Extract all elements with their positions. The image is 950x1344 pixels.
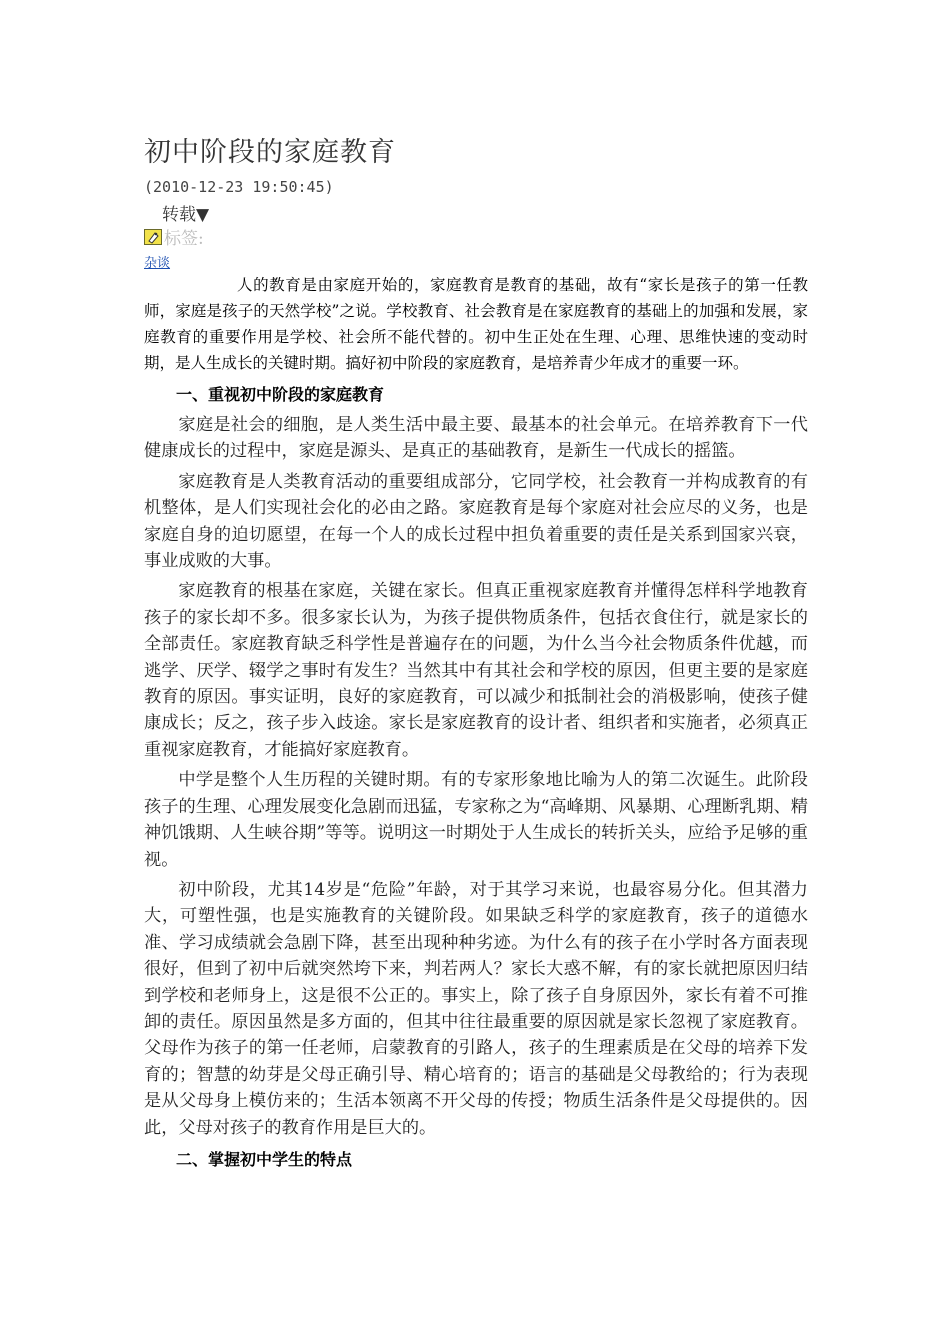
article-title: 初中阶段的家庭教育	[144, 137, 396, 168]
tags-row	[144, 224, 204, 249]
tag-icon	[144, 229, 162, 245]
article-date: (2010-12-23 19:50:45)	[144, 178, 334, 196]
tags-label: 标签:	[164, 229, 204, 249]
paragraph: 家庭教育的根基在家庭，关键在家长。但真正重视家庭教育并懂得怎样科学地教育孩子的家长却不多。很多家长认为，为孩子提供物质条件，包括衣食住行，就是家长的全部责任。家庭教育缺乏科学性是普遍存在的问题，为什么当今社会物质条件优越，而逃学、厌学、辍学之事时有发生？当然其中有其社会和学校的原因，但更主要的是家庭教育的原因。事实证明，良好的家庭教育，可以减少和抵制社会的消极影响，使孩子健康成长；反之，孩子步入歧途。家长是家庭教育的设计者、组织者和实施者，必须真正重视家庭教育，才能搞好家庭教育。	[144, 581, 808, 760]
article-body	[144, 272, 808, 1177]
tag-link[interactable]: 杂谈	[144, 256, 171, 271]
repost-toggle[interactable]: 转载▼	[162, 205, 210, 225]
paragraph: 初中阶段，尤其14岁是“危险”年龄，对于其学习来说，也最容易分化。但其潜力大，可塑性强，也是实施教育的关键阶段。如果缺乏科学的家庭教育，孩子的道德水准、学习成绩就会急剧下降，甚至出现种种劣迹。为什么有的孩子在小学时各方面表现很好，但到了初中后就突然垮下来，判若两人？家长大惑不解，有的家长就把原因归结到学校和老师身上，这是很不公正的。事实上，除了孩子自身原因外，家长有着不可推卸的责任。原因虽然是多方面的，但其中往往最重要的原因就是家长忽视了家庭教育。父母作为孩子的第一任老师，启蒙教育的引路人，孩子的生理素质是在父母的培养下发育的；智慧的幼芽是父母正确引导、精心培育的；语言的基础是父母教给的；行为表现是从父母身上模仿来的；生活本领离不开父母的传授；物质生活条件是父母提供的。因此，父母对孩子的教育作用是巨大的。	[144, 879, 808, 1138]
paragraph: 家庭教育是人类教育活动的重要组成部分，它同学校，社会教育一并构成教育的有机整体，是人们实现社会化的必由之路。家庭教育是每个家庭对社会应尽的义务，也是家庭自身的迫切愿望，在每一个人的成长过程中担负着重要的责任是关系到国家兴衰，事业成败的大事。	[144, 471, 808, 572]
paragraph: 家庭是社会的细胞，是人类生活中最主要、最基本的社会单元。在培养教育下一代健康成长的过程中，家庭是源头、是真正的基础教育，是新生一代成长的摇篮。	[144, 415, 808, 462]
paragraph: 中学是整个人生历程的关键时期。有的专家形象地比喻为人的第二次诞生。此阶段孩子的生理、心理发展变化急剧而迅猛，专家称之为“高峰期、风暴期、心理断乳期、精神饥饿期、人生峡谷期”等等。说明这一时期处于人生成长的转折关头，应给予足够的重视。	[144, 770, 808, 870]
intro-paragraph: 人的教育是由家庭开始的，家庭教育是教育的基础，故有“家长是孩子的第一任教师，家庭是孩子的天然学校”之说。学校教育、社会教育是在家庭教育的基础上的加强和发展，家庭教育的重要作用是学校、社会所不能代替的。初中生正处在生理、心理、思维快速的变动时期，是人生成长的关键时期。搞好初中阶段的家庭教育，是培养青少年成才的重要一环。	[144, 276, 808, 372]
section-heading-1: 一、重视初中阶段的家庭教育	[176, 385, 385, 404]
section-heading-2: 二、掌握初中学生的特点	[176, 1149, 353, 1169]
